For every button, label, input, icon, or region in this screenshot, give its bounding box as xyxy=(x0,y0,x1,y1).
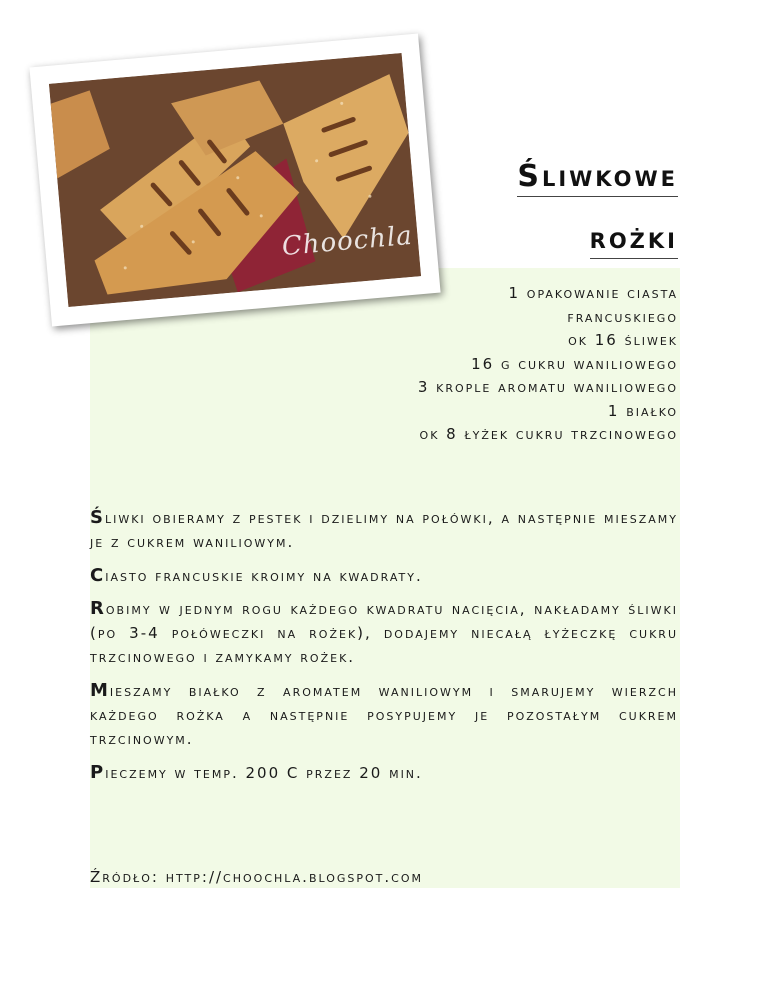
step-paragraph xyxy=(90,679,678,751)
recipe-title-line-1: Śliwkowe xyxy=(517,160,678,197)
source-link[interactable]: http://choochla.blogspot.com xyxy=(165,868,423,886)
ingredient-item: ok 8 łyżek cukru trzcinowego xyxy=(419,425,678,443)
step-initial: M xyxy=(90,680,110,701)
step-paragraph xyxy=(90,761,678,785)
photo-watermark: Choochla xyxy=(280,220,414,263)
preparation-steps xyxy=(90,506,678,795)
step-text: ieszamy białko z aromatem waniliowym i smarujemy wierzch każdego rożka a następnie posypujemy je pozostałym cukrem trzcinowym. xyxy=(90,682,678,748)
recipe-source xyxy=(90,866,423,888)
ingredient-item: 1 białko xyxy=(607,401,678,420)
pastry-photo-image xyxy=(49,53,421,307)
step-text: iasto francuskie kroimy na kwadraty. xyxy=(105,567,423,585)
ingredient-item: francuskiego xyxy=(567,307,678,326)
step-paragraph xyxy=(90,564,678,588)
step-paragraph xyxy=(90,506,678,554)
step-text: ieczemy w temp. 200 C przez 20 min. xyxy=(105,764,423,782)
step-initial: C xyxy=(90,565,106,586)
ingredient-item: 16 g cukru waniliowego xyxy=(471,354,678,373)
step-text: obimy w jednym rogu każdego kwadratu nacięcia, nakładamy śliwki (po 3-4 połóweczki na rożek), dodajemy niecałą łyżeczkę cukru trzcinowego i zamykamy rożek. xyxy=(90,600,678,666)
step-text: liwki obieramy z pestek i dzielimy na połówki, a następnie mieszamy je z cukrem waniliowym. xyxy=(90,509,678,551)
ingredient-item: 1 opakowanie ciasta xyxy=(508,284,678,302)
step-initial: Ś xyxy=(90,507,105,528)
ingredient-item: 3 krople aromatu waniliowego xyxy=(417,378,678,396)
ingredient-item: ok 16 śliwek xyxy=(568,331,678,349)
step-paragraph xyxy=(90,597,678,669)
ingredients-list xyxy=(318,282,678,447)
step-initial: R xyxy=(90,598,106,619)
source-label: Źródło: xyxy=(90,868,159,886)
step-initial: P xyxy=(90,762,106,783)
recipe-title-line-2: rożki xyxy=(590,222,678,259)
